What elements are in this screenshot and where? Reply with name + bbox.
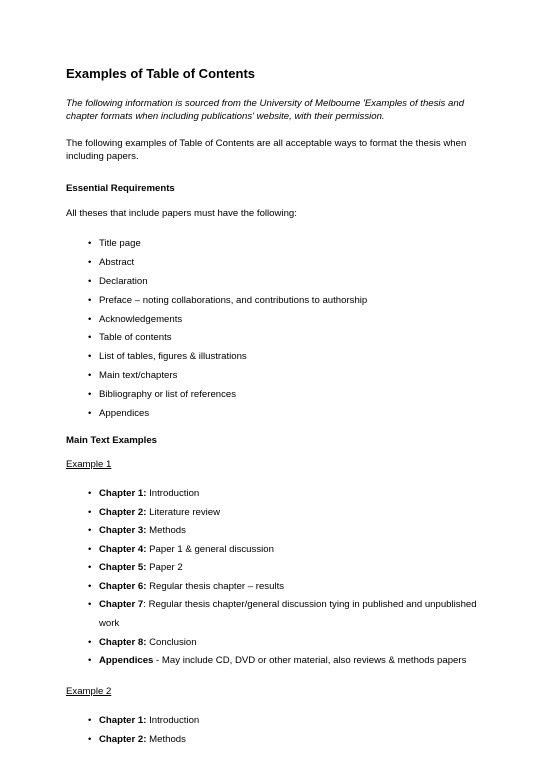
example-1-list — [66, 488, 490, 667]
chapter-label: Chapter 4: — [99, 543, 147, 555]
bullet-icon: • — [88, 580, 92, 592]
bullet-icon: • — [88, 294, 92, 306]
list-item-text: Appendices — [99, 408, 150, 420]
intro-paragraph: The following examples of Table of Contents are all acceptable ways to format the thesis when including papers. — [66, 138, 467, 162]
main-text-heading: Main Text Examples — [66, 435, 157, 447]
chapter-text: Conclusion — [146, 636, 197, 648]
list-item — [88, 238, 490, 250]
bullet-icon: • — [88, 256, 92, 268]
bullet-icon: • — [88, 543, 92, 555]
chapter-label: Appendices — [99, 655, 154, 667]
chapter-item — [88, 637, 490, 649]
chapter-label: Chapter 8: — [99, 636, 147, 648]
example-1-label: Example 1 — [66, 459, 112, 471]
chapter-text: Introduction — [146, 715, 200, 727]
list-item — [88, 408, 490, 420]
chapter-label: Chapter 2: — [99, 733, 147, 745]
chapter-text: Paper 2 — [146, 562, 183, 574]
list-item — [88, 370, 490, 382]
chapter-item — [88, 581, 490, 593]
chapter-item — [88, 562, 490, 574]
chapter-text: - May include CD, DVD or other material, also reviews & methods papers — [153, 655, 467, 667]
list-item — [88, 257, 490, 269]
chapter-label: Chapter 1: — [99, 488, 147, 500]
chapter-label: Chapter 7 — [99, 599, 144, 611]
chapter-label: Chapter 1: — [99, 715, 147, 727]
essential-lead: All theses that include papers must have the following: — [66, 208, 297, 219]
chapter-item — [88, 599, 490, 630]
bullet-icon: • — [88, 332, 92, 344]
bullet-icon: • — [88, 488, 92, 500]
list-item-text: Declaration — [99, 275, 148, 287]
list-item-text: Bibliography or list of references — [99, 389, 237, 401]
chapter-item — [88, 655, 490, 667]
chapter-item — [88, 488, 490, 500]
chapter-item — [88, 715, 490, 727]
list-item — [88, 295, 490, 307]
intro-italic-paragraph: The following information is sourced from the University of Melbourne 'Examples of thesis and chapter formats when including publications' website, with their permission. — [66, 98, 465, 122]
chapter-label: Chapter 2: — [99, 506, 147, 518]
bullet-icon: • — [88, 351, 92, 363]
essential-list — [66, 238, 490, 420]
essential-heading: Essential Requirements — [66, 183, 175, 194]
page-title: Examples of Table of Contents — [66, 66, 256, 81]
chapter-text: Paper 1 & general discussion — [146, 543, 274, 555]
bullet-icon: • — [88, 655, 92, 667]
list-item — [88, 389, 490, 401]
list-item-text: Title page — [99, 238, 141, 249]
bullet-icon: • — [88, 715, 92, 727]
chapter-text: Regular thesis chapter – results — [146, 580, 285, 592]
bullet-icon: • — [88, 408, 92, 420]
chapter-label: Chapter 6: — [99, 580, 147, 592]
chapter-item — [88, 507, 490, 519]
list-item-text: Main text/chapters — [99, 370, 178, 382]
list-item-text: Acknowledgements — [99, 313, 183, 325]
chapter-text: Methods — [146, 525, 186, 537]
list-item — [88, 276, 490, 288]
chapter-text: Methods — [146, 733, 186, 745]
bullet-icon: • — [88, 636, 92, 648]
list-item-text: Abstract — [99, 256, 135, 268]
chapter-item — [88, 734, 490, 746]
bullet-icon: • — [88, 506, 92, 518]
example-2-label: Example 2 — [66, 686, 112, 698]
chapter-label: Chapter 3: — [99, 525, 147, 537]
example-2-list — [66, 715, 490, 746]
bullet-icon: • — [88, 370, 92, 382]
bullet-icon: • — [88, 389, 92, 401]
bullet-icon: • — [88, 525, 92, 537]
list-item — [88, 314, 490, 326]
list-item-text: Preface – noting collaborations, and contributions to authorship — [99, 294, 368, 306]
bullet-icon: • — [88, 275, 92, 287]
bullet-icon: • — [88, 238, 92, 249]
chapter-text-continuation: work — [99, 618, 120, 630]
chapter-item — [88, 525, 490, 537]
chapter-text: Introduction — [146, 488, 200, 500]
bullet-icon: • — [88, 599, 92, 611]
list-item — [88, 351, 490, 363]
list-item-text: List of tables, figures & illustrations — [99, 351, 247, 363]
list-item-text: Table of contents — [99, 332, 172, 344]
chapter-item — [88, 544, 490, 556]
bullet-icon: • — [88, 562, 92, 574]
chapter-text: : Regular thesis chapter/general discussion tying in published and unpublished — [143, 599, 477, 611]
bullet-icon: • — [88, 733, 92, 745]
bullet-icon: • — [88, 313, 92, 325]
chapter-text: Literature review — [146, 506, 221, 518]
list-item — [88, 332, 490, 344]
chapter-label: Chapter 5: — [99, 562, 147, 574]
